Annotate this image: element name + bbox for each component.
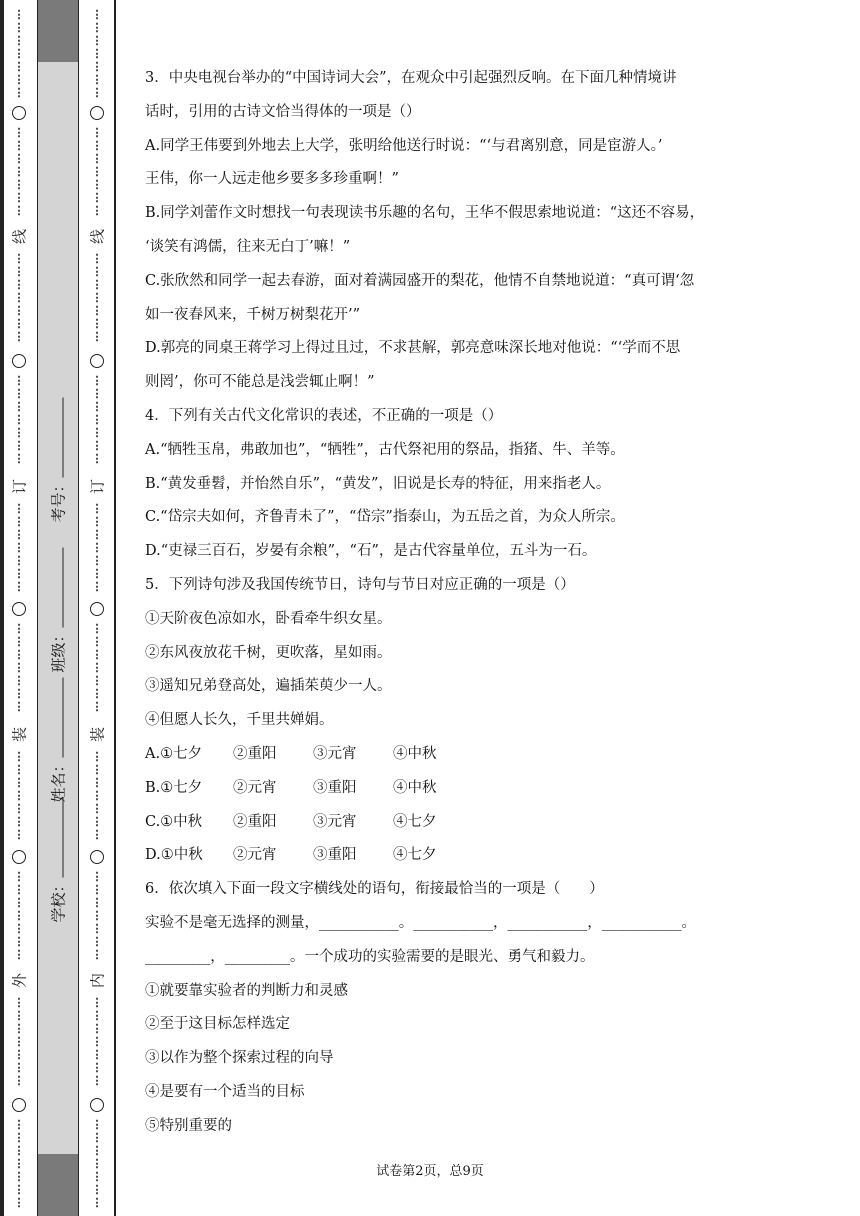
- circle-marker: [90, 106, 104, 120]
- circle-marker: [12, 106, 26, 120]
- option-a-cont: 王伟，你一人远走他乡要多多珍重啊！”: [145, 171, 399, 188]
- sentence-item: ②至于这目标怎样选定: [145, 1016, 290, 1033]
- outer-label-xian: 线: [10, 229, 29, 245]
- option-c-cont: 如一夜春风来，千树万树梨花开’”: [145, 306, 361, 323]
- inner-label-nei: 内: [88, 973, 107, 989]
- school-label: 学校：: [49, 877, 68, 923]
- dotted-segment: ⋮ ⋮ ⋮ ⋮ ⋮ ⋮ ⋮: [13, 996, 25, 1087]
- dotted-segment: ⋮ ⋮ ⋮ ⋮ ⋮ ⋮ ⋮: [13, 126, 25, 217]
- student-info-strip: [37, 0, 79, 1216]
- option-c: C.张欣然和同学一起去春游，面对着满园盛开的梨花，他情不自禁地说道：“真可谓‘忽: [145, 272, 695, 289]
- question-stem: 3．中央电视台举办的“中国诗词大会”，在观众中引起强烈反响。在下面几种情境讲: [145, 70, 677, 86]
- option-d: D.郭亮的同桌王蒋学习上得过且过，不求甚解，郭亮意味深长地对他说：“‘学而不思: [145, 340, 681, 357]
- exam-number-label: 考号：: [49, 477, 68, 523]
- question-6: [145, 873, 725, 1143]
- dotted-segment: ⋮ ⋮ ⋮ ⋮ ⋮ ⋮ ⋮: [91, 750, 103, 841]
- name-blank[interactable]: [49, 677, 64, 757]
- dotted-segment: ⋮ ⋮ ⋮ ⋮ ⋮ ⋮ ⋮: [13, 502, 25, 593]
- poem-line: ①天阶夜色凉如水，卧看牵牛织女星。: [145, 610, 392, 627]
- class-blank[interactable]: [49, 547, 64, 627]
- circle-marker: [12, 602, 26, 616]
- poem-line: ④但愿人长久，千里共婵娟。: [145, 712, 334, 729]
- dotted-segment: ⋮ ⋮ ⋮ ⋮ ⋮ ⋮ ⋮: [91, 622, 103, 713]
- dotted-segment: ⋮ ⋮ ⋮ ⋮ ⋮ ⋮ ⋮: [91, 8, 103, 99]
- option-a: A.“牺牲玉帛，弗敢加也”，“牺牲”，古代祭祀用的祭品，指猪、牛、羊等。: [145, 441, 625, 458]
- circle-marker: [12, 850, 26, 864]
- question-4: [145, 400, 725, 569]
- dotted-segment: ⋮ ⋮ ⋮ ⋮ ⋮ ⋮ ⋮: [13, 374, 25, 465]
- poem-line: ②东风夜放花千树，更吹落，星如雨。: [145, 644, 392, 661]
- dotted-segment: ⋮ ⋮ ⋮ ⋮ ⋮ ⋮ ⋮: [91, 1118, 103, 1209]
- dotted-segment: ⋮ ⋮ ⋮ ⋮ ⋮ ⋮ ⋮: [13, 750, 25, 841]
- option-b-cont: ‘谈笑有鸿儒，往来无白丁’嘛！”: [145, 238, 351, 255]
- option-d-cont: 则罔’，你可不能总是浅尝辄止啊！”: [145, 374, 375, 391]
- strip-top-block: [38, 0, 78, 62]
- name-label: 姓名：: [49, 757, 68, 803]
- option-b: B.“黄发垂髫，并怡然自乐”，“黄发”，旧说是长寿的特征，用来指老人。: [145, 475, 611, 492]
- dotted-segment: ⋮ ⋮ ⋮ ⋮ ⋮ ⋮ ⋮: [13, 870, 25, 961]
- page-footer: 试卷第2页，总9页: [376, 1164, 484, 1179]
- question-3: [145, 62, 725, 400]
- dotted-segment: ⋮ ⋮ ⋮ ⋮ ⋮ ⋮ ⋮: [13, 8, 25, 99]
- option-a: A.①七夕 ②重阳 ③元宵 ④中秋: [145, 745, 437, 762]
- outer-label-wai: 外: [10, 973, 29, 989]
- exam-content: [145, 62, 725, 1144]
- circle-marker: [12, 1098, 26, 1112]
- dotted-segment: ⋮ ⋮ ⋮ ⋮ ⋮ ⋮ ⋮: [91, 502, 103, 593]
- sentence-item: ④是要有一个适当的目标: [145, 1083, 305, 1100]
- question-stem: 6．依次填入下面一段文字横线处的语句，衔接最恰当的一项是（ ）: [145, 881, 604, 898]
- circle-marker: [90, 850, 104, 864]
- option-b: B.①七夕 ②元宵 ③重阳 ④中秋: [145, 779, 437, 796]
- circle-marker: [12, 354, 26, 368]
- circle-marker: [90, 1098, 104, 1112]
- binding-inner-border: [114, 0, 116, 1216]
- inner-label-xian: 线: [88, 229, 107, 245]
- dotted-segment: ⋮ ⋮ ⋮ ⋮ ⋮ ⋮ ⋮: [91, 374, 103, 465]
- dotted-segment: ⋮ ⋮ ⋮ ⋮ ⋮ ⋮ ⋮: [91, 252, 103, 343]
- question-stem: 话时，引用的古诗文恰当得体的一项是（）: [145, 103, 421, 120]
- question-5: [145, 569, 725, 873]
- poem-line: ③遥知兄弟登高处，遍插茱萸少一人。: [145, 678, 392, 695]
- sentence-item: ⑤特别重要的: [145, 1117, 232, 1134]
- dotted-segment: ⋮ ⋮ ⋮ ⋮ ⋮ ⋮ ⋮: [13, 622, 25, 713]
- inner-label-zhuang: 装: [88, 727, 107, 743]
- passage-line: 实验不是毫无选择的测量，___________。___________，___________，___________。: [145, 914, 696, 931]
- option-c: C.“岱宗夫如何，齐鲁青未了”，“岱宗”指泰山，为五岳之首，为众人所宗。: [145, 509, 625, 526]
- passage-line: _________，_________。一个成功的实验需要的是眼光、勇气和毅力。: [145, 948, 595, 965]
- question-stem: 5．下列诗句涉及我国传统节日，诗句与节日对应正确的一项是（）: [145, 576, 575, 593]
- dotted-segment: ⋮ ⋮ ⋮ ⋮ ⋮ ⋮ ⋮: [91, 870, 103, 961]
- circle-marker: [90, 354, 104, 368]
- outer-label-ding: 订: [10, 479, 29, 495]
- binding-outer-border: [0, 0, 4, 1216]
- option-d: D.①中秋 ②元宵 ③重阳 ④七夕: [145, 847, 437, 864]
- option-a: A.同学王伟要到外地去上大学，张明给他送行时说：“‘与君离别意，同是宦游人。’: [145, 137, 663, 154]
- dotted-segment: ⋮ ⋮ ⋮ ⋮ ⋮ ⋮ ⋮: [91, 996, 103, 1087]
- option-b: B.同学刘蕾作文时想找一句表现读书乐趣的名句，王华不假思索地说道：“这还不容易，: [145, 205, 705, 222]
- inner-label-ding: 订: [88, 479, 107, 495]
- option-c: C.①中秋 ②重阳 ③元宵 ④七夕: [145, 813, 437, 830]
- sentence-item: ①就要靠实验者的判断力和灵感: [145, 982, 348, 999]
- class-label: 班级：: [49, 627, 68, 673]
- inner-cut-line: [86, 0, 108, 1216]
- dotted-segment: ⋮ ⋮ ⋮ ⋮ ⋮ ⋮ ⋮: [13, 252, 25, 343]
- exam-number-blank[interactable]: [49, 397, 64, 477]
- option-d: D.“吏禄三百石，岁晏有余粮”，“石”，是古代容量单位，五斗为一石。: [145, 543, 597, 560]
- question-stem: 4．下列有关古代文化常识的表述，不正确的一项是（）: [145, 407, 503, 424]
- outer-cut-line: [8, 0, 30, 1216]
- school-field[interactable]: [38, 760, 78, 960]
- circle-marker: [90, 602, 104, 616]
- dotted-segment: ⋮ ⋮ ⋮ ⋮ ⋮ ⋮ ⋮: [91, 126, 103, 217]
- dotted-segment: ⋮ ⋮ ⋮ ⋮ ⋮ ⋮ ⋮: [13, 1118, 25, 1209]
- outer-label-zhuang: 装: [10, 727, 29, 743]
- school-blank[interactable]: [49, 797, 64, 877]
- sentence-item: ③以作为整个探索过程的向导: [145, 1050, 334, 1067]
